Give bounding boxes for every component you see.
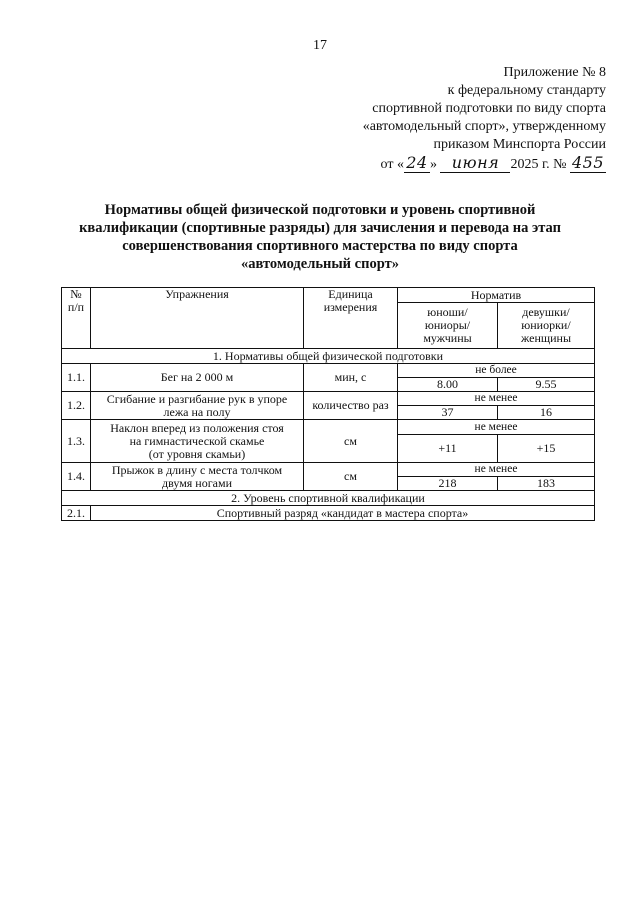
table-row [62, 420, 595, 435]
handwritten-month: июня [440, 154, 510, 173]
title-line: «автомодельный спорт» [241, 256, 399, 272]
row-male-value: 8.00 [398, 378, 498, 392]
document-title [60, 201, 580, 273]
date-prefix: от « [380, 157, 404, 172]
header-norm: Норматив [398, 288, 595, 303]
header-exercise: Упражнения [91, 288, 304, 349]
row-female-value: 9.55 [498, 378, 595, 392]
page-number: 17 [313, 38, 327, 53]
row-condition: не менее [398, 392, 595, 406]
handwritten-number: 455 [571, 153, 605, 172]
row-exercise: Прыжок в длину с места толчком двумя ногами [91, 463, 304, 491]
row-exercise: Наклон вперед из положения стоя на гимнастической скамье (от уровня скамьи) [91, 420, 304, 463]
header-female: девушки/ юниорки/ женщины [498, 303, 595, 349]
header-num: № п/п [62, 288, 91, 349]
date-mid: » [429, 157, 437, 172]
row-num: 1.1. [62, 364, 91, 392]
row-unit: см [304, 463, 398, 491]
appendix-line: к федеральному стандарту [447, 83, 606, 98]
row-male-value: 37 [398, 406, 498, 420]
header-male: юноши/ юниоры/ мужчины [398, 303, 498, 349]
row-unit: см [304, 420, 398, 463]
table-row [62, 392, 595, 406]
row-num: 1.4. [62, 463, 91, 491]
section-2-heading: 2. Уровень спортивной квалификации [62, 491, 595, 506]
row-male-value: 218 [398, 477, 498, 491]
row-condition: не более [398, 364, 595, 378]
order-date-line [306, 154, 606, 174]
title-line: совершенствования спортивного мастерства по виду спорта [122, 238, 518, 254]
row-condition: не менее [398, 463, 595, 477]
section-row [62, 349, 595, 364]
header-unit: Единица измерения [304, 288, 398, 349]
appendix-line: спортивной подготовки по виду спорта [372, 101, 606, 116]
section-row [62, 491, 595, 506]
title-line: Нормативы общей физической подготовки и уровень спортивной [104, 202, 536, 218]
row-exercise: Сгибание и разгибание рук в упоре лежа на полу [91, 392, 304, 420]
row-unit: количество раз [304, 392, 398, 420]
appendix-line: «автомодельный спорт», утвержденному [362, 119, 606, 134]
row-female-value: 16 [498, 406, 595, 420]
row-qualification: Спортивный разряд «кандидат в мастера спорта» [91, 506, 595, 521]
section-1-heading: 1. Нормативы общей физической подготовки [62, 349, 595, 364]
handwritten-day: 24 [404, 154, 430, 173]
table-row [62, 364, 595, 378]
row-unit: мин, с [304, 364, 398, 392]
row-num: 1.2. [62, 392, 91, 420]
title-line: квалификации (спортивные разряды) для зачисления и перевода на этап [79, 220, 561, 236]
row-exercise: Бег на 2 000 м [91, 364, 304, 392]
norms-table [61, 287, 595, 521]
row-female-value: +15 [498, 435, 595, 463]
year-text: 2025 г. № [510, 157, 567, 172]
appendix-header [306, 64, 606, 174]
row-num: 2.1. [62, 506, 91, 521]
row-condition: не менее [398, 420, 595, 435]
row-num: 1.3. [62, 420, 91, 463]
table-row [62, 463, 595, 477]
header-row [62, 288, 595, 303]
row-male-value: +11 [398, 435, 498, 463]
appendix-line: приказом Минспорта России [433, 137, 606, 152]
table-row [62, 506, 595, 521]
appendix-line: Приложение № 8 [503, 65, 606, 80]
row-female-value: 183 [498, 477, 595, 491]
